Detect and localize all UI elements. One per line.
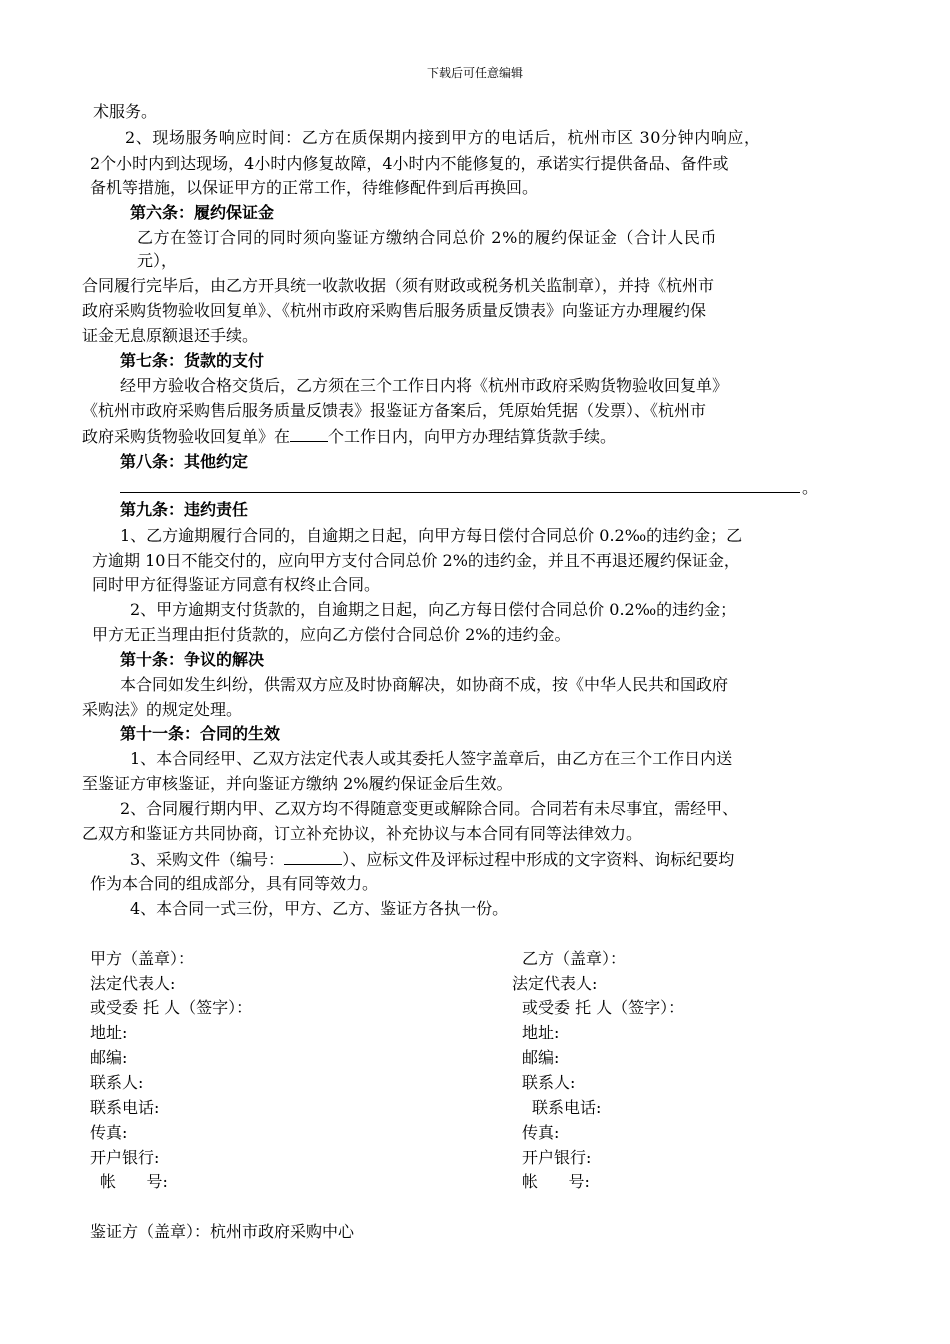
paragraph-line: 方逾期 10日不能交付的，应向甲方支付合同总价 2%的违约金，并且不再退还履约保证金， [92,551,740,570]
paragraph-line: 同时甲方征得鉴证方同意有权终止合同。 [92,575,381,594]
party-a-address-label: 地址: [90,1023,128,1042]
paragraph-line: 1、乙方逾期履行合同的，自逾期之日起，向甲方每日偿付合同总价 0.2‰的违约金；乙 [120,526,743,545]
paragraph-line [130,849,734,870]
paragraph-line: 2、现场服务响应时间：乙方在质保期内接到甲方的电话后，杭州市区 30分钟内响应， [125,128,761,147]
party-b-seal-label: 乙方（盖章）： [522,949,627,968]
paragraph-line: 1、本合同经甲、乙双方法定代表人或其委托人签字盖章后，由乙方在三个工作日内送 [130,749,733,768]
party-a-account-label: 帐 号: [100,1172,168,1191]
paragraph-line: 甲方无正当理由拒付货款的，应向乙方偿付合同总价 2%的违约金。 [92,625,571,644]
paragraph-line: 2、合同履行期内甲、乙双方均不得随意变更或解除合同。合同若有未尽事宜，需经甲、 [120,799,739,818]
party-a-seal-label: 甲方（盖章）： [90,949,195,968]
certifier-line: 鉴证方（盖章）：杭州市政府采购中心 [90,1222,355,1241]
paragraph-line: 经甲方验收合格交货后，乙方须在三个工作日内将《杭州市政府采购货物验收回复单》 [120,376,729,395]
text-segment: 3、采购文件（编号： [130,850,285,869]
party-a-postcode-label: 邮编: [90,1048,128,1067]
party-a-legal-rep-label: 法定代表人: [90,974,176,993]
article-11-heading: 第十一条：合同的生效 [120,724,281,743]
party-b-contact-label: 联系人: [522,1073,576,1092]
fill-in-blank [290,426,328,442]
article-7-heading: 第七条：货款的支付 [120,351,265,370]
paragraph-line: 4、本合同一式三份，甲方、乙方、鉴证方各执一份。 [130,899,509,918]
article-10-heading: 第十条：争议的解决 [120,650,265,669]
text-segment: ）、应标文件及评标过程中形成的文字资料、询标纪要均 [342,850,735,869]
paragraph-line: 备机等措施，以保证甲方的正常工作，待维修配件到后再换回。 [90,178,539,197]
paragraph-line: 元）， [137,251,178,270]
paragraph-line: 2、甲方逾期支付货款的，自逾期之日起，向乙方每日偿付合同总价 0.2‰的违约金； [130,600,737,619]
party-b-bank-label: 开户银行: [522,1148,592,1167]
page-header: 下载后可任意编辑 [426,66,523,80]
party-a-fax-label: 传真: [90,1123,128,1142]
text-segment: 个工作日内，向甲方办理结算货款手续。 [328,427,617,446]
paragraph-line: 合同履行完毕后，由乙方开具统一收款收据（须有财政或税务机关监制章），并持《杭州市 [82,276,715,295]
party-a-phone-label: 联系电话: [90,1098,160,1117]
fill-in-line [120,492,800,493]
party-a-contact-label: 联系人: [90,1073,144,1092]
paragraph-line: 2个小时内到达现场，4小时内修复故障，4小时内不能修复的，承诺实行提供备品、备件或 [90,154,729,173]
paragraph-line: 政府采购货物验收回复单》、《杭州市政府采购售后服务质量反馈表》向鉴证方办理履约保 [82,301,707,320]
party-b-postcode-label: 邮编: [522,1048,560,1067]
paragraph-line: 证金无息原额退还手续。 [82,326,259,345]
paragraph-line: 本合同如发生纠纷，供需双方应及时协商解决，如协商不成，按《中华人民共和国政府 [120,675,729,694]
paragraph-line [82,426,616,447]
party-b-fax-label: 传真: [522,1123,560,1142]
party-b-legal-rep-label: 法定代表人: [512,974,598,993]
party-b-address-label: 地址: [522,1023,560,1042]
article-6-heading: 第六条：履约保证金 [130,203,275,222]
paragraph-line: 采购法》的规定处理。 [82,700,243,719]
party-b-agent-label: 或受委 托 人（签字）： [522,998,685,1017]
paragraph-line: 至鉴证方审核鉴证，并向鉴证方缴纳 2%履约保证金后生效。 [82,774,513,793]
line-end-period: 。 [802,478,819,497]
party-b-account-label: 帐 号: [522,1172,590,1191]
paragraph-line: 术服务。 [93,102,158,121]
party-a-agent-label: 或受委 托 人（签字）： [90,998,253,1017]
party-b-phone-label: 联系电话: [532,1098,602,1117]
article-8-heading: 第八条：其他约定 [120,452,249,471]
paragraph-line: 《杭州市政府采购售后服务质量反馈表》报鉴证方备案后，凭原始凭据（发票）、《杭州市 [82,401,707,420]
article-9-heading: 第九条：违约责任 [120,500,249,519]
text-segment: 政府采购货物验收回复单》在 [82,427,291,446]
party-a-bank-label: 开户银行: [90,1148,160,1167]
paragraph-line: 作为本合同的组成部分，具有同等效力。 [90,874,379,893]
paragraph-line: 乙方在签订合同的同时须向鉴证方缴纳合同总价 2%的履约保证金（合计人民币 [137,228,718,247]
paragraph-line: 乙双方和鉴证方共同协商，订立补充协议，补充协议与本合同有同等法律效力。 [82,824,643,843]
fill-in-blank [284,849,342,865]
